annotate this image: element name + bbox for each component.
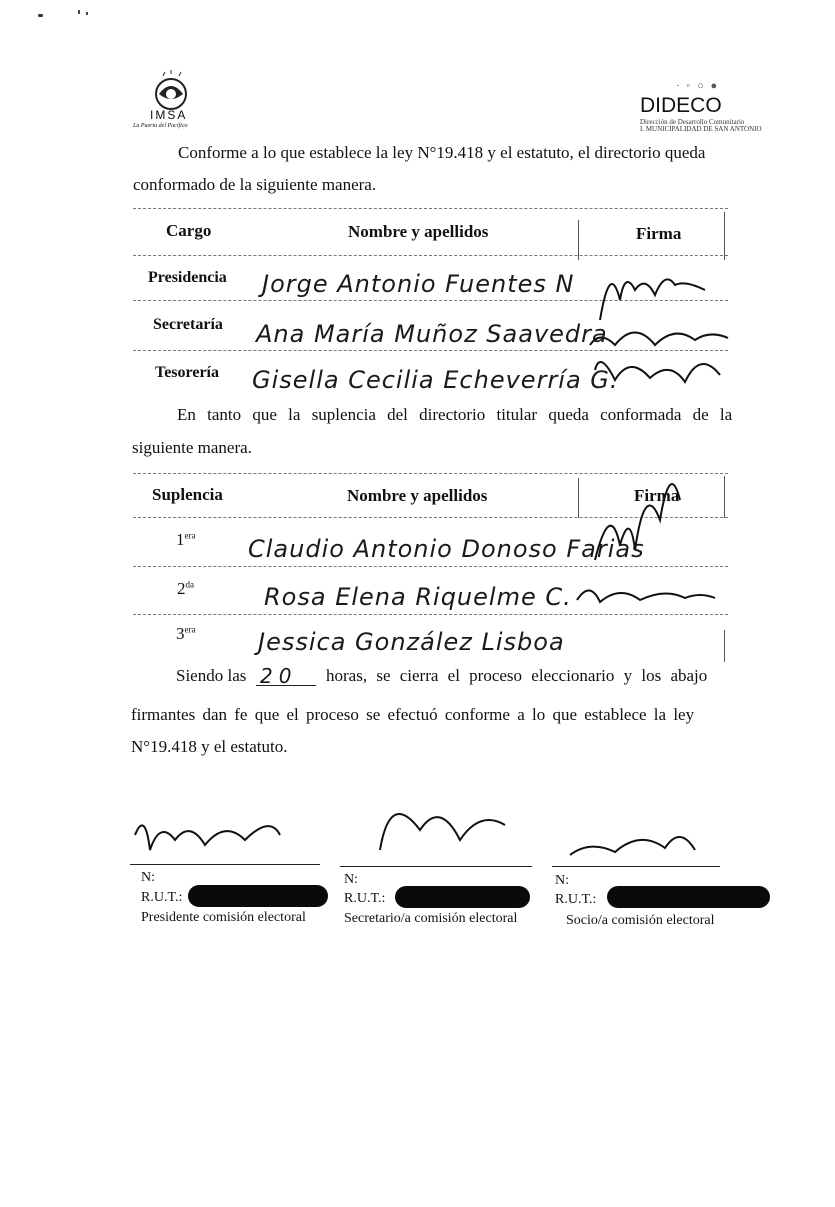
row-nombre-secretaria: Ana María Muñoz Saavedra [256,320,608,348]
dideco-dots-icon: · ◦ ○ ● [676,80,720,92]
suplente-nombre-1: Claudio Antonio Donoso Farias [248,535,645,563]
signature-line-1 [130,864,320,865]
sig3-role: Socio/a comisión electoral [566,913,715,928]
dideco-logo-text: DIDECO [640,94,722,117]
sig3-rut-label: R.U.T.: [555,892,597,907]
table-vline [578,220,579,260]
directorio-signatures [580,250,740,400]
table-vline [724,630,725,662]
row-cargo-tesoreria: Tesorería [155,364,219,381]
signature-suplente-2 [577,590,715,602]
dideco-logo-sub2: I. MUNICIPALIDAD DE SAN ANTONIO [640,125,762,133]
suplencia-signatures [575,460,725,630]
intro-line-2: conformado de la siguiente manera. [133,175,377,194]
suplente-number-2: $2^{da}$ [177,579,194,598]
signature-line-3 [552,866,720,867]
sig1-role: Presidente comisión electoral [141,910,306,925]
suplente-number-1: $1^{era}$ [176,530,196,549]
suplencia-intro-line-1: En tanto que la suplencia del directorio titular queda conformada de la [177,405,733,424]
closing-hora-line [256,685,316,686]
signature-secretario-comision [380,814,505,850]
scan-speck [78,10,80,14]
scan-speck [86,12,88,15]
closing-siendo: Siendo las [176,666,247,685]
col-header-nombre: Nombre y apellidos [348,222,489,241]
col-header-firma: Firma [636,224,682,243]
sig2-role: Secretario/a comisión electoral [344,911,518,926]
suplencia-intro-line-2: siguiente manera. [132,438,252,457]
dideco-logo-sub1: Dirección de Desarrollo Comunitario [640,118,745,126]
signature-presidencia [600,279,705,320]
col-header-nombre: Nombre y apellidos [347,486,488,505]
row-cargo-secretaria: Secretaría [153,316,223,333]
commission-signatures [120,790,770,870]
col-header-suplencia: Suplencia [152,485,223,504]
sig1-n-label: N: [141,870,155,885]
sig1-rut-label: R.U.T.: [141,890,183,905]
imsa-logo [135,70,210,135]
col-header-cargo: Cargo [166,221,212,240]
sig1-rut-redaction [188,885,328,907]
suplente-nombre-2: Rosa Elena Riquelme C. [264,583,572,611]
intro-line-1: Conforme a lo que establece la ley N°19.418 y el estatuto, el directorio queda [178,143,706,162]
row-nombre-presidencia: Jorge Antonio Fuentes N [262,270,575,298]
suplente-nombre-3: Jessica González Lisboa [258,628,565,656]
imsa-logo-tagline: La Puerta del Pacífico [133,123,188,129]
suplente-number-3: $3^{era}$ [176,624,196,643]
dideco-logo [638,78,762,133]
closing-rest-1: horas, se cierra el proceso eleccionario y los abajo [326,666,708,685]
scan-speck [38,14,43,17]
sig2-rut-redaction [395,886,530,908]
sig3-rut-redaction [607,886,770,908]
col-header-firma: Firma [634,486,680,505]
row-nombre-tesoreria: Gisella Cecilia Echeverría G. [252,366,619,394]
signature-line-2 [340,866,532,867]
signature-suplente-1 [595,484,680,560]
signature-tesoreria [595,362,720,382]
table-rule [133,208,728,209]
sig2-rut-label: R.U.T.: [344,891,386,906]
sig3-n-label: N: [555,873,569,888]
imsa-logo-text: IMSA [150,108,188,122]
sig2-n-label: N: [344,872,358,887]
signature-presidente-comision [135,825,280,850]
closing-line-2: firmantes dan fe que el proceso se efectuó conforme a lo que establece la ley [131,705,695,724]
closing-hora: 20 [260,664,298,688]
signature-socio-comision [570,837,695,855]
row-cargo-presidencia: Presidencia [148,269,227,286]
closing-line-3: N°19.418 y el estatuto. [131,737,288,756]
signature-secretaria [590,333,728,346]
